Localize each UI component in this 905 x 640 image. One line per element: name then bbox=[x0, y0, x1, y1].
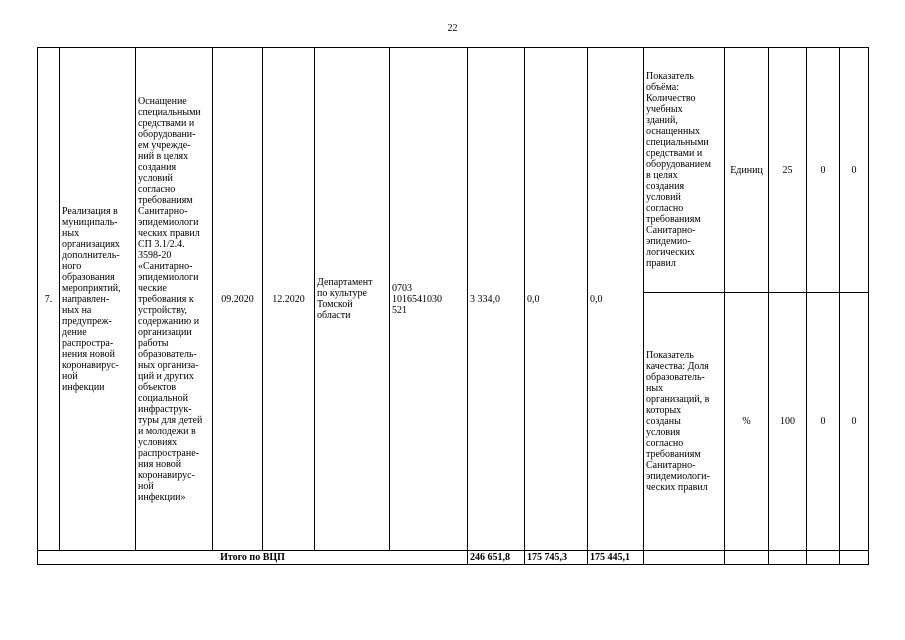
budget-code-cell: 0703 1016541030 521 bbox=[390, 48, 468, 551]
amount-1-cell: 3 334,0 bbox=[468, 48, 525, 551]
total-amount-3-cell: 175 445,1 bbox=[588, 551, 644, 565]
indicator-name-cell: Показатель объёма: Количество учебных зданий, оснащенных специальными средствами и оборудованием в целях создания условий согласно требованиям Санитарно- эпидемио- логических правил bbox=[644, 48, 725, 293]
indicator-value-3-cell: 0 bbox=[840, 48, 869, 293]
page-number: 22 bbox=[447, 23, 458, 34]
indicator-value-1-cell: 100 bbox=[769, 293, 807, 551]
amount-2-cell: 0,0 bbox=[525, 48, 588, 551]
amount-3-cell: 0,0 bbox=[588, 48, 644, 551]
total-amount-2-cell: 175 745,3 bbox=[525, 551, 588, 565]
indicator-value-2-cell: 0 bbox=[807, 48, 840, 293]
indicator-value-2-cell: 0 bbox=[807, 293, 840, 551]
empty-cell bbox=[840, 551, 869, 565]
total-amount-1-cell: 246 651,8 bbox=[468, 551, 525, 565]
start-date-cell: 09.2020 bbox=[213, 48, 263, 551]
indicator-unit-cell: Единиц bbox=[725, 48, 769, 293]
executor-cell: Департамент по культуре Томской области bbox=[315, 48, 390, 551]
table-row bbox=[38, 48, 869, 293]
event-description-cell: Оснащение специальными средствами и оборудовани- ем учрежде- ний в целях создания условий согласно требованиям Санитарно- эпидемиологи ческих правил СП 3.1/2.4. 3598-20 «Санитарно- эпидемиологи ческие требования к устройству, содержанию и организации работы образователь- ных организа- ций и других объектов социальной инфраструк- туры для детей и молодежи в условиях распростране- ния новой коронавирус- ной инфекции» bbox=[136, 48, 213, 551]
program-table bbox=[37, 47, 869, 565]
total-row bbox=[38, 551, 869, 565]
empty-cell bbox=[725, 551, 769, 565]
indicator-name-cell: Показатель качества: Доля образователь- ных организаций, в которых созданы условия согласно требованиям Санитарно- эпидемиологи- ческих правил bbox=[644, 293, 725, 551]
total-label-cell: Итого по ВЦП bbox=[38, 551, 468, 565]
event-name-cell: Реализация в муниципаль- ных организациях дополнитель- ного образования мероприятий, направлен- ных на предупреж- дение распростра- нения новой коронавирус- ной инфекции bbox=[60, 48, 136, 551]
end-date-cell: 12.2020 bbox=[263, 48, 315, 551]
empty-cell bbox=[769, 551, 807, 565]
indicator-value-3-cell: 0 bbox=[840, 293, 869, 551]
indicator-unit-cell: % bbox=[725, 293, 769, 551]
empty-cell bbox=[807, 551, 840, 565]
empty-cell bbox=[644, 551, 725, 565]
indicator-value-1-cell: 25 bbox=[769, 48, 807, 293]
row-number: 7. bbox=[38, 48, 60, 551]
